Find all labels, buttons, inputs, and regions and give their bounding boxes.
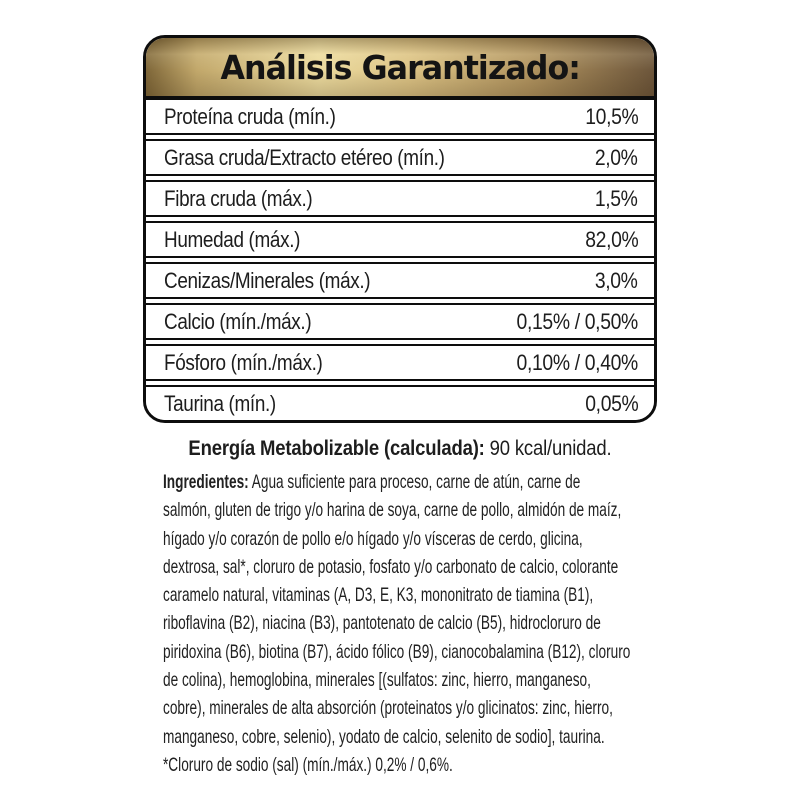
ingredients-line: de colina), hemoglobina, minerales [(sulfatos: zinc, hierro, manganeso, — [163, 669, 591, 692]
ingredients-line: manganeso, cobre, selenio), yodato de calcio, selenito de sodio], taurina. — [163, 725, 605, 748]
row-value: 2,0% — [595, 145, 638, 170]
row-label: Grasa cruda/Extracto etéreo (mín.) — [164, 145, 445, 170]
row-value: 3,0% — [595, 268, 638, 293]
ingredients-line: hígado y/o corazón de pollo e/o hígado y/o vísceras de cerdo, glicina, — [163, 527, 583, 550]
panel-title: Análisis Garantizado: — [220, 47, 580, 87]
row-label: Fibra cruda (máx.) — [164, 186, 313, 211]
table-row — [146, 303, 654, 340]
row-label: Cenizas/Minerales (máx.) — [164, 268, 371, 293]
row-label: Fósforo (mín./máx.) — [164, 350, 323, 375]
table-row — [146, 139, 654, 176]
row-value: 0,10% / 0,40% — [516, 350, 638, 375]
table-row — [146, 344, 654, 381]
ingredients-line: riboflavina (B2), niacina (B3), pantotenato de calcio (B5), hidrocloruro de — [163, 612, 601, 635]
table-row — [146, 100, 654, 135]
row-value: 0,15% / 0,50% — [516, 309, 638, 334]
energy-label: Energía Metabolizable (calculada): — [188, 436, 485, 460]
metabolizable-energy-line — [0, 436, 800, 461]
row-label: Calcio (mín./máx.) — [164, 309, 312, 334]
ingredients-line: cobre), minerales de alta absorción (proteinatos y/o glicinatos: zinc, hierro, — [163, 697, 613, 720]
ingredients-line: piridoxina (B6), biotina (B7), ácido fólico (B9), cianocobalamina (B12), cloruro — [163, 640, 631, 663]
row-value: 1,5% — [595, 186, 638, 211]
table-row — [146, 180, 654, 217]
ingredients-paragraph — [163, 468, 674, 779]
row-value: 82,0% — [584, 227, 638, 252]
panel-header — [146, 38, 654, 100]
ingredients-label: Ingredientes: — [163, 471, 249, 493]
row-value: 10,5% — [584, 104, 638, 129]
ingredients-line: salmón, gluten de trigo y/o harina de soya, carne de pollo, almidón de maíz, — [163, 499, 622, 522]
table-row — [146, 262, 654, 299]
row-label: Taurina (mín.) — [164, 391, 276, 416]
row-label: Humedad (máx.) — [164, 227, 301, 252]
sodium-chloride-footnote: *Cloruro de sodio (sal) (mín./máx.) 0,2% / 0,6%. — [163, 753, 453, 776]
ingredients-line: dextrosa, sal*, cloruro de potasio, fosfato y/o carbonato de calcio, colorante — [163, 555, 619, 578]
table-row — [146, 221, 654, 258]
ingredients-line: caramelo natural, vitaminas (A, D3, E, K3, mononitrato de tiamina (B1), — [163, 584, 594, 607]
analysis-table — [146, 100, 654, 420]
ingredients-line: Ingredientes: Agua suficiente para proceso, carne de atún, carne de — [163, 471, 581, 493]
energy-value: 90 kcal/unidad. — [484, 436, 612, 460]
table-row — [146, 385, 654, 420]
guaranteed-analysis-panel — [143, 35, 657, 423]
row-value: 0,05% — [584, 391, 638, 416]
row-label: Proteína cruda (mín.) — [164, 104, 336, 129]
